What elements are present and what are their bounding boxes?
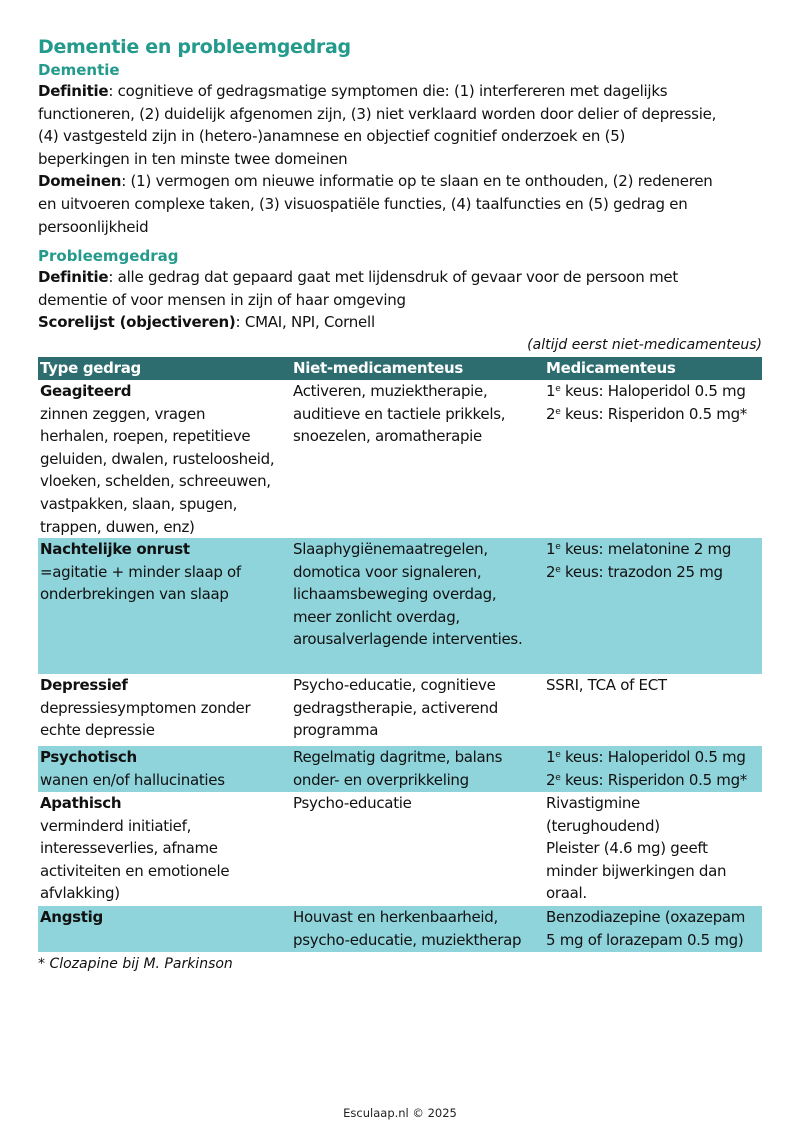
type-cell: [38, 746, 291, 792]
med-line: 2e keus: Risperidon 0.5 mg*: [546, 770, 748, 789]
nonmed-line: arousalverlagende interventies.: [293, 630, 523, 649]
med-cell: [544, 380, 762, 538]
behavior-type-name: Geagiteerd: [40, 381, 132, 400]
column-header-nonmed: Niet-medicamenteus: [291, 357, 544, 380]
behavior-description-line: vloeken, schelden, schreeuwen,: [40, 472, 271, 491]
nonmed-line: meer zonlicht overdag,: [293, 607, 460, 626]
table-note: (altijd eerst niet-medicamenteus): [527, 336, 762, 353]
behavior-description-line: herhalen, roepen, repetitieve: [40, 427, 251, 446]
type-cell: [38, 674, 291, 746]
med-line: (terughoudend): [546, 816, 660, 835]
type-cell: [38, 906, 291, 952]
probleemgedrag-definitie-label: Definitie: [38, 268, 109, 287]
dementie-heading: Dementie: [38, 61, 120, 79]
nonmed-cell: [291, 674, 544, 746]
nonmed-line: Houvast en herkenbaarheid,: [293, 908, 498, 927]
nonmed-cell: [291, 906, 544, 952]
behavior-description-line: vastpakken, slaan, spugen,: [40, 494, 238, 513]
behavior-description-line: wanen en/of hallucinaties: [40, 770, 225, 789]
med-line: 1e keus: melatonine 2 mg: [546, 540, 732, 559]
nonmed-line: Activeren, muziektherapie,: [293, 381, 488, 400]
nonmed-cell: [291, 746, 544, 792]
column-header-type: Type gedrag: [38, 357, 291, 380]
page-title: Dementie en probleemgedrag: [38, 36, 351, 58]
med-cell: [544, 674, 762, 746]
table-row: [38, 380, 762, 538]
behavior-type-name: Depressief: [40, 676, 128, 695]
probleemgedrag-definitie: Definitie: alle gedrag dat gepaard gaat met lijdensdruk of gevaar voor de persoon met dementie of voor mensen in zijn of haar omgeving: [38, 268, 679, 309]
type-cell: [38, 792, 291, 906]
nonmed-cell: [291, 792, 544, 906]
nonmed-line: auditieve en tactiele prikkels,: [293, 404, 506, 423]
dementie-domeinen-label: Domeinen: [38, 172, 122, 191]
behavior-description-line: verminderd initiatief,: [40, 816, 192, 835]
med-cell: [544, 746, 762, 792]
behavior-description-line: echte depressie: [40, 721, 155, 740]
behavior-description-line: activiteiten en emotionele: [40, 861, 230, 880]
med-line: minder bijwerkingen dan: [546, 861, 727, 880]
nonmed-line: Slaaphygiënemaatregelen,: [293, 540, 488, 559]
table-row: [38, 538, 762, 674]
behavior-description-line: onderbrekingen van slaap: [40, 585, 229, 604]
scorelijst-label: Scorelijst (objectiveren): [38, 313, 236, 332]
nonmed-line: psycho-educatie, muziektherap: [293, 930, 522, 949]
table-row: [38, 792, 762, 906]
nonmed-line: gedragstherapie, activerend: [293, 698, 498, 717]
nonmed-line: lichaamsbeweging overdag,: [293, 585, 497, 604]
dementie-definitie: Definitie: cognitieve of gedragsmatige symptomen die: (1) interfereren met dagelijks functioneren, (2) duidelijk afgenomen zijn, (3) niet verklaard worden door delier of depressie, (4) vastgesteld zijn in (hetero-)anamnese en objectief cognitief onderzoek en (5) beperkingen in ten minste twee domeinen: [38, 82, 717, 168]
behavior-type-name: Apathisch: [40, 794, 122, 813]
table-row: [38, 674, 762, 746]
probleemgedrag-heading: Probleemgedrag: [38, 247, 179, 266]
nonmed-line: Psycho-educatie, cognitieve: [293, 676, 496, 695]
med-line: 1e keus: Haloperidol 0.5 mg: [546, 381, 746, 400]
footer-copyright: Esculaap.nl © 2025: [343, 1106, 457, 1120]
med-cell: [544, 906, 762, 952]
behavior-description-line: =agitatie + minder slaap of: [40, 562, 241, 581]
type-cell: [38, 538, 291, 674]
nonmed-line: domotica voor signaleren,: [293, 562, 482, 581]
behavior-description-line: afvlakking): [40, 884, 120, 903]
nonmed-cell: [291, 380, 544, 538]
nonmed-line: programma: [293, 721, 379, 740]
probleemgedrag-scorelijst: Scorelijst (objectiveren): CMAI, NPI, Cornell: [38, 313, 375, 332]
med-line: 5 mg of lorazepam 0.5 mg): [546, 930, 744, 949]
column-header-med: Medicamenteus: [544, 357, 762, 380]
footnote: * Clozapine bij M. Parkinson: [38, 956, 233, 973]
med-line: 2e keus: Risperidon 0.5 mg*: [546, 404, 748, 423]
med-cell: [544, 538, 762, 674]
nonmed-line: onder- en overprikkeling: [293, 770, 469, 789]
type-cell: [38, 380, 291, 538]
nonmed-line: Psycho-educatie: [293, 794, 412, 813]
med-cell: [544, 792, 762, 906]
med-line: SSRI, TCA of ECT: [546, 676, 667, 695]
behavior-description-line: trappen, duwen, enz): [40, 517, 195, 536]
behavior-description-line: zinnen zeggen, vragen: [40, 404, 206, 423]
behavior-description-line: depressiesymptomen zonder: [40, 698, 251, 717]
behavior-description-line: geluiden, dwalen, rusteloosheid,: [40, 449, 275, 468]
nonmed-line: snoezelen, aromatherapie: [293, 427, 482, 446]
med-line: 1e keus: Haloperidol 0.5 mg: [546, 748, 746, 767]
behavior-type-name: Angstig: [40, 908, 103, 927]
dementie-definitie-label: Definitie: [38, 82, 109, 100]
med-line: 2e keus: trazodon 25 mg: [546, 562, 723, 581]
med-line: Benzodiazepine (oxazepam: [546, 908, 746, 927]
med-line: Pleister (4.6 mg) geeft: [546, 839, 708, 858]
nonmed-line: Regelmatig dagritme, balans: [293, 748, 503, 767]
behavior-type-name: Psychotisch: [40, 748, 137, 767]
behavior-description-line: interesseverlies, afname: [40, 839, 218, 858]
behavior-table: [38, 357, 762, 952]
behavior-type-name: Nachtelijke onrust: [40, 540, 190, 559]
table-row: [38, 746, 762, 792]
nonmed-cell: [291, 538, 544, 674]
dementie-domeinen: Domeinen: (1) vermogen om nieuwe informatie op te slaan en te onthouden, (2) redeneren en uitvoeren complexe taken, (3) visuospatiële functies, (4) taalfuncties en (5) gedrag en persoonlijkheid: [38, 172, 713, 236]
table-row: [38, 906, 762, 952]
table-header-row: [38, 357, 762, 380]
med-line: Rivastigmine: [546, 794, 640, 813]
page-content: [38, 34, 762, 975]
med-line: oraal.: [546, 884, 587, 903]
